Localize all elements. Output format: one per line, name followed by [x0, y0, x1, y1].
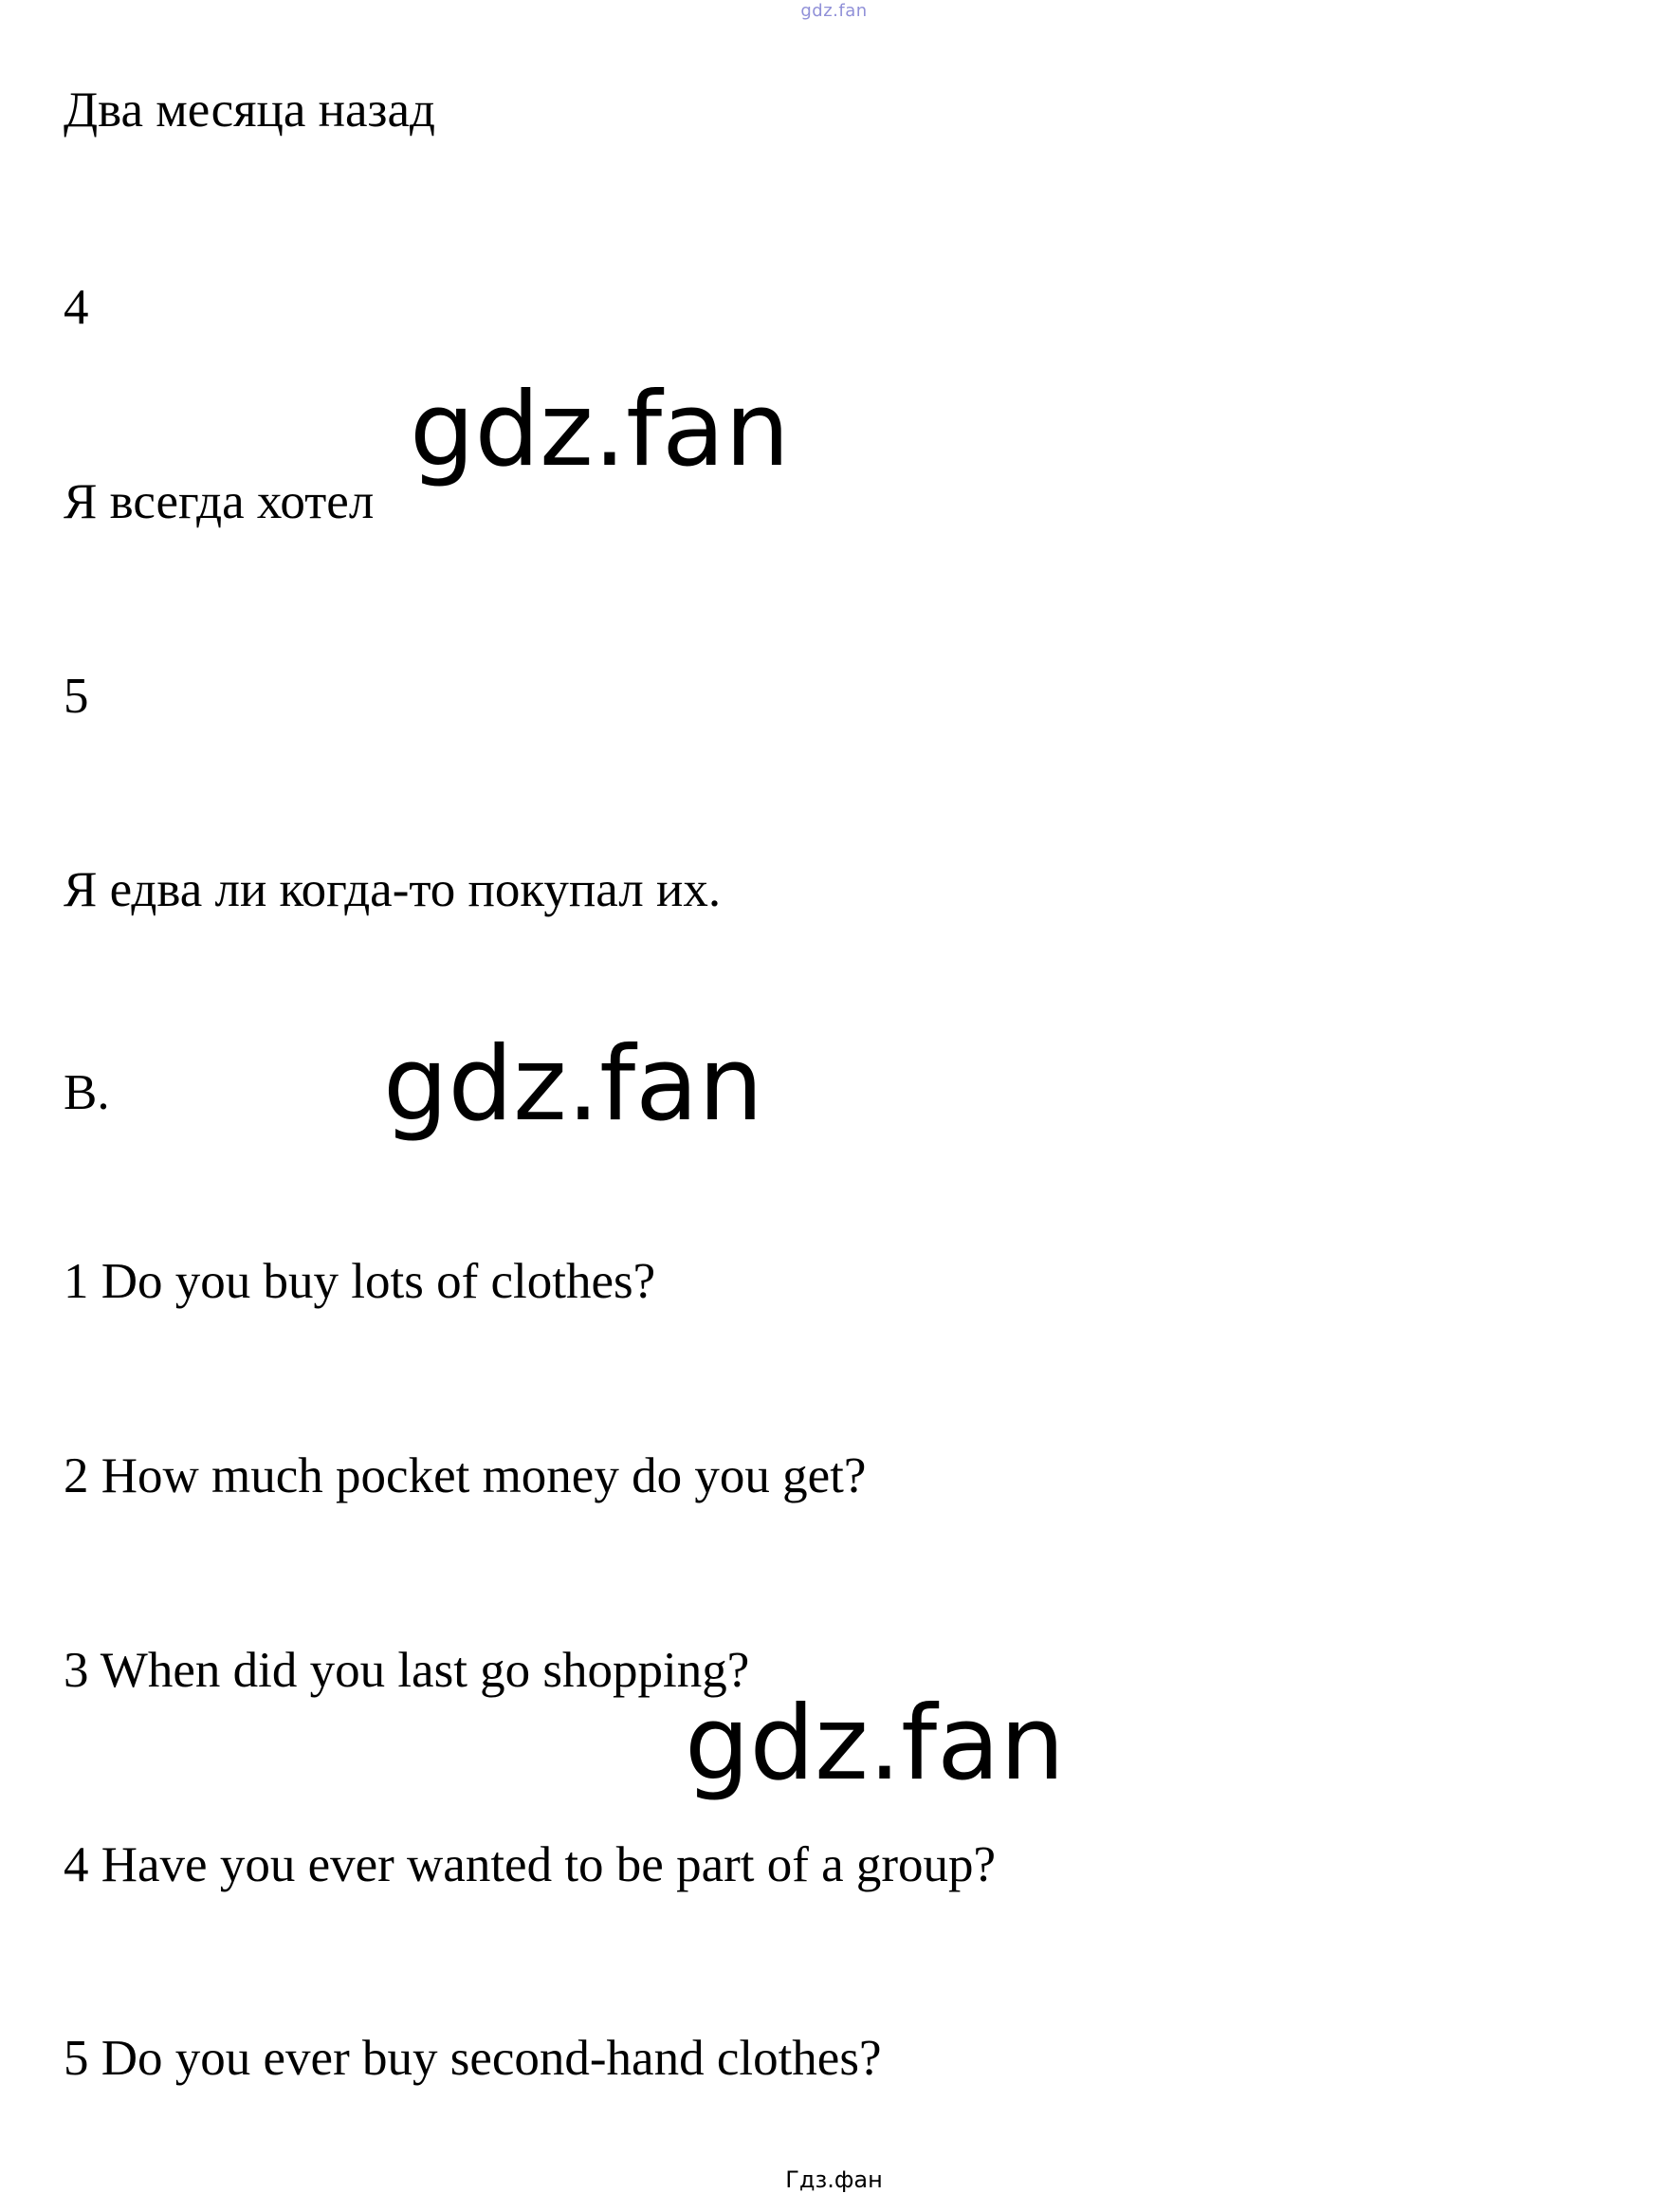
question-4: 4 Have you ever wanted to be part of a group? — [64, 1837, 997, 1892]
header-site-mark: gdz.fan — [800, 1, 868, 21]
question-2: 2 How much pocket money do you get? — [64, 1448, 867, 1503]
question-3: 3 When did you last go shopping? — [64, 1643, 750, 1698]
watermark-2: gdz.fan — [383, 1025, 763, 1144]
watermark-3: gdz.fan — [685, 1685, 1065, 1803]
text-line-3: Я всегда хотел — [64, 474, 375, 529]
question-5: 5 Do you ever buy second-hand clothes? — [64, 2031, 882, 2086]
text-line-4: 5 — [64, 669, 89, 724]
section-label: B. — [64, 1065, 110, 1120]
watermark-1: gdz.fan — [410, 371, 790, 489]
footer-label: Гдз.фан — [785, 2166, 883, 2193]
text-line-1: Два месяца назад — [64, 83, 435, 138]
question-1: 1 Do you buy lots of clothes? — [64, 1254, 656, 1309]
text-line-5: Я едва ли когда-то покупал их. — [64, 862, 722, 917]
text-line-2: 4 — [64, 280, 89, 335]
